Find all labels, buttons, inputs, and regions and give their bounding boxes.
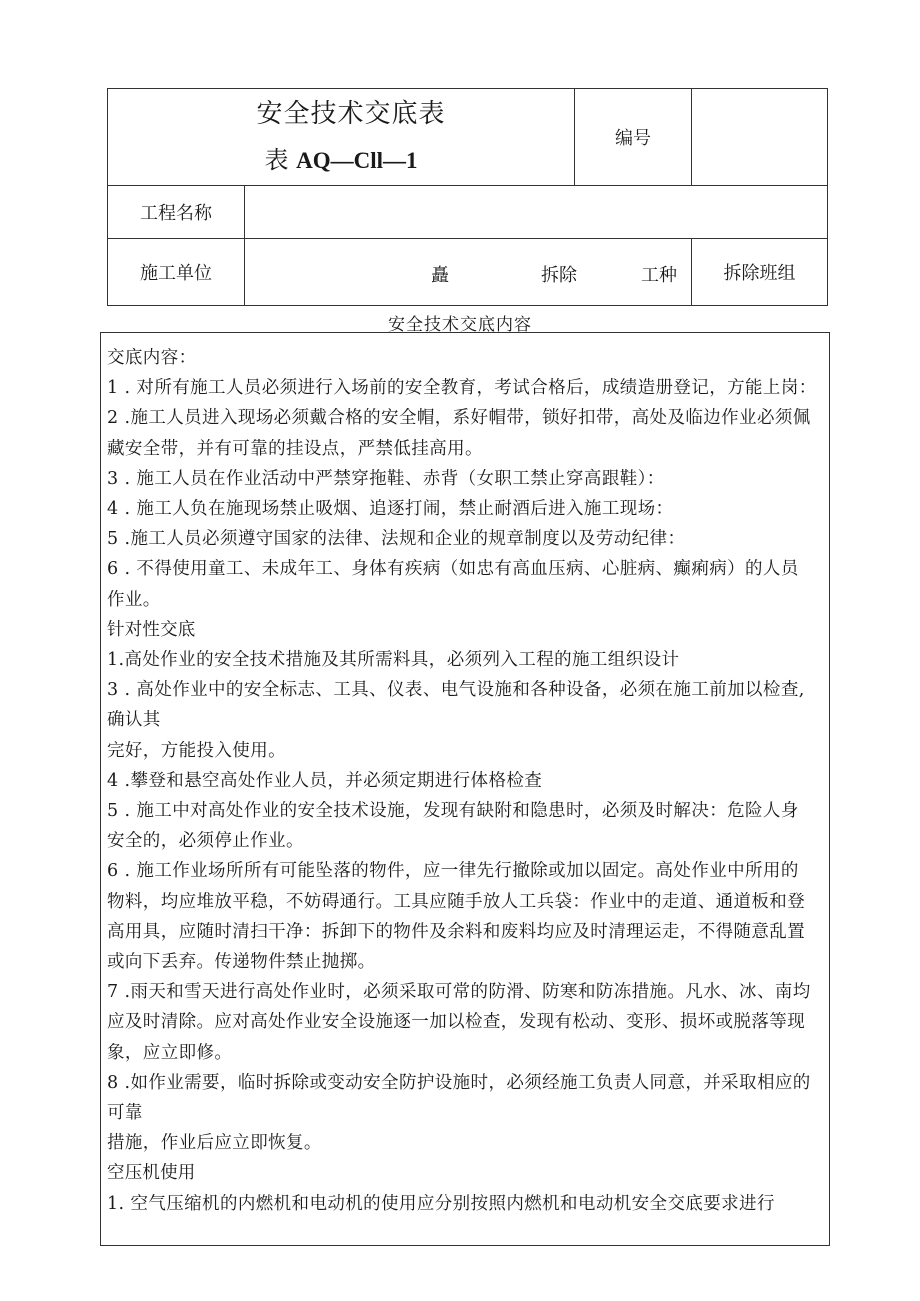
content-line: 8 .如作业需要，临时拆除或变动安全防护设施时，必须经施工负责人同意，并采取相应的: [107, 1072, 811, 1093]
content-line: 5 . 施工中对高处作业的安全技术设施，发现有缺附和隐患时，必须及时解决：危险人身: [107, 801, 799, 822]
content-line: 4 . 施工人负在施现场禁止吸烟、追逐打闹，禁止耐酒后进入施工现场：: [107, 499, 674, 520]
form-code-value: AQ—Cll—1: [296, 147, 418, 173]
content-line: 1. 空气压缩机的内燃机和电动机的使用应分别按照内燃机和电动机安全交底要求进行: [107, 1193, 775, 1214]
unit-values-cell: [245, 239, 692, 306]
content-line: 1 . 对所有施工人员必须进行入场前的安全教育，考试合格后，成绩造册登记，方能上岗：: [107, 378, 817, 399]
content-line: 应及时清除。应对高处作业安全设施逐一加以检查，发现有松动、变形、损坏或脱落等现: [107, 1012, 806, 1033]
content-line: 5 .施工人员必须遵守国家的法律、法规和企业的规章制度以及劳动纪律：: [107, 529, 686, 550]
construction-unit-label: 施工单位: [108, 239, 245, 306]
content-line: 象，应立即修。: [107, 1042, 233, 1063]
section-heading: 针对性交底: [107, 619, 196, 640]
form-code-prefix: 表: [264, 145, 289, 174]
content-line: 物料，均应堆放平稳，不妨碍通行。工具应随手放人工兵袋：作业中的走道、通道板和登: [107, 891, 806, 912]
content-line: 6 . 施工作业场所所有可能坠落的物件，应一律先行撤除或加以固定。高处作业中所用的: [107, 861, 799, 882]
content-line: 4 .攀登和悬空高处作业人员，并必须定期进行体格检查: [107, 770, 543, 791]
project-name-value[interactable]: [245, 186, 828, 239]
content-box: [100, 332, 830, 1246]
content-line: 高用具，应随时清扫干净：拆卸下的物件及余料和废料均应及时清理运走，不得随意乱置: [107, 921, 806, 942]
content-line: 完好，方能投入使用。: [107, 740, 286, 761]
content-line: 安全的，必须停止作业。: [107, 831, 304, 852]
trade-label: 工种: [641, 265, 677, 286]
content-line: 3 . 施工人员在作业活动中严禁穿拖鞋、赤背（女职工禁止穿高跟鞋）：: [107, 468, 665, 489]
trade-value: 拆除班组: [692, 239, 828, 306]
content-line: 2 .施工人员进入现场必须戴合格的安全帽，系好帽带，锁好扣带，高处及临边作业必须佩: [107, 408, 811, 429]
content-line: 藏安全带，并有可靠的挂设点，严禁低挂高用。: [107, 438, 483, 459]
construction-unit-value: 矗: [431, 265, 449, 286]
content-line: 确认其: [107, 710, 161, 731]
section-caption: 安全技术交底内容: [388, 315, 532, 335]
section-heading: 空压机使用: [107, 1163, 196, 1184]
title-cell: [108, 89, 575, 186]
content-line: 或向下丢弃。传递物件禁止抛掷。: [107, 952, 376, 973]
content-line: 措施，作业后应立即恢复。: [107, 1133, 322, 1154]
form-title: 安全技术交底表: [256, 98, 446, 129]
number-value[interactable]: [692, 89, 828, 186]
content-line: 6 . 不得使用童工、未成年工、身体有疾病（如忠有高血压病、心脏病、癫痢病）的人员: [107, 559, 799, 580]
task-value: 拆除: [541, 265, 577, 286]
content-line: 7 .雨天和雪天进行高处作业时，必须采取可常的防滑、防寒和防冻措施。凡水、冰、南均: [107, 982, 811, 1003]
content-line: 可靠: [107, 1103, 143, 1124]
header-table: [107, 88, 828, 306]
number-label: 编号: [575, 89, 692, 186]
content-line: 3 . 高处作业中的安全标志、工具、仪表、电气设施和各种设备，必须在施工前加以检查,: [107, 680, 805, 701]
content-line: 交底内容：: [107, 348, 197, 368]
content-line: 作业。: [107, 589, 161, 610]
form-code: [108, 145, 574, 176]
content-line: 1.高处作业的安全技术措施及其所需料具，必须列入工程的施工组织设计: [107, 650, 680, 671]
project-name-label: 工程名称: [108, 186, 245, 239]
